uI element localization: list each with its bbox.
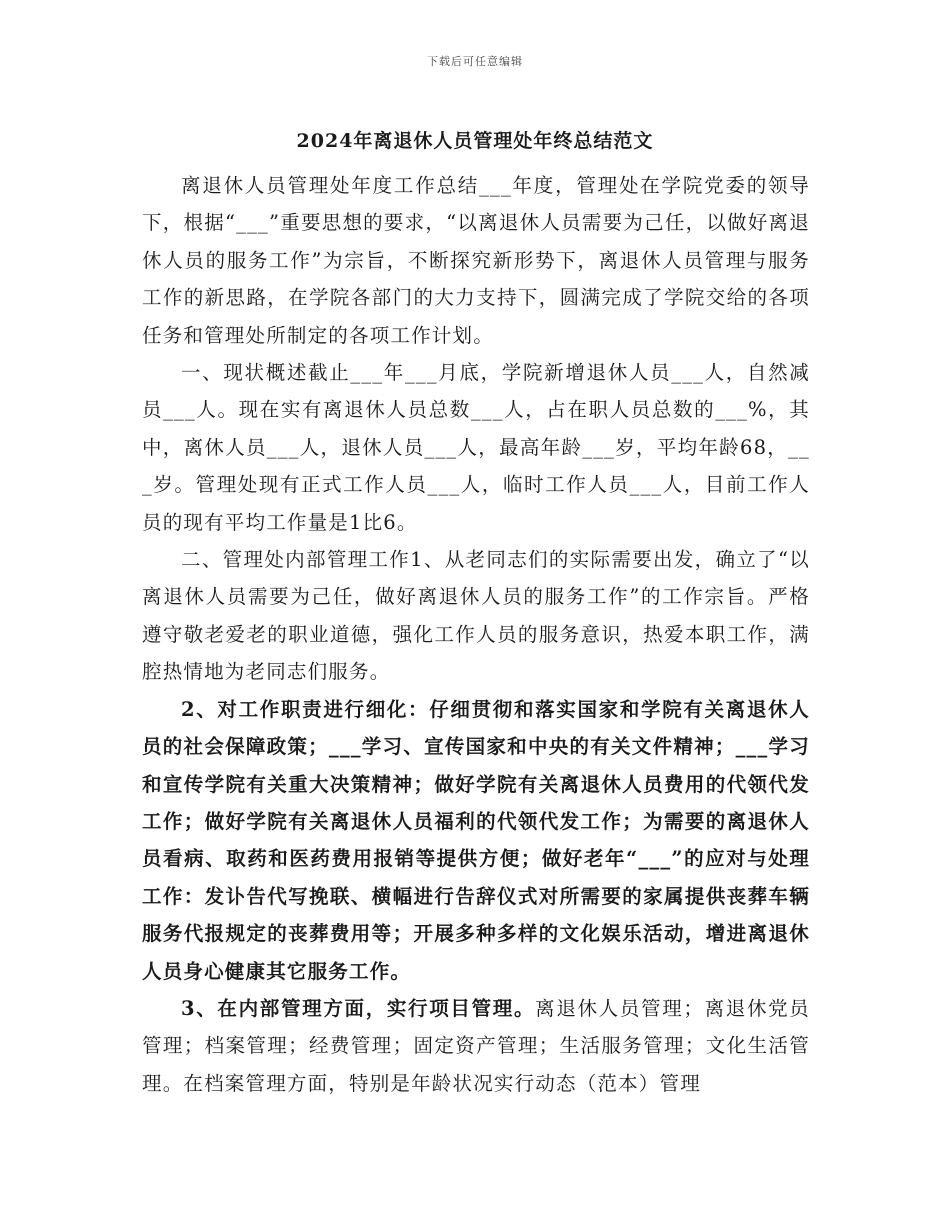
paragraph-status-overview: 一、现状概述截止___年___月底，学院新增退休人员___人，自然减员___人。现在实有离退休人员总数___人，占在职人员总数的___%，其中，离休人员___人，退休人员___人，最高年龄___岁，平均年龄68，___岁。管理处现有正式工作人员___人，临时工作人员___人，目前工作人员的现有平均工作量是1比6。 xyxy=(142,361,810,534)
paragraph-project-management-heading: 3、在内部管理方面，实行项目管理。 xyxy=(181,996,536,1020)
document-body xyxy=(142,167,810,1102)
header-note: 下载后可任意编辑 xyxy=(427,55,523,68)
document-title: 2024年离退休人员管理处年终总结范文 xyxy=(296,130,654,152)
paragraph-intro: 离退休人员管理处年度工作总结___年度，管理处在学院党委的领导下，根据“___”重要思想的要求，“以离退休人员需要为己任，以做好离退休人员的服务工作”为宗旨，不断探究新形势下，离退休人员管理与服务工作的新思路，在学院各部门的大力支持下，圆满完成了学院交给的各项任务和管理处所制定的各项工作计划。 xyxy=(142,174,810,347)
paragraph-duties: 2、对工作职责进行细化：仔细贯彻和落实国家和学院有关离退休人员的社会保障政策；___学习、宣传国家和中央的有关文件精神；___学习和宣传学院有关重大决策精神；做好学院有关离退休人员费用的代领代发工作；做好学院有关离退休人员福利的代领代发工作；为需要的离退休人员看病、取药和医药费用报销等提供方便；做好老年“___”的应对与处理工作：发讣告代写挽联、横幅进行告辞仪式对所需要的家属提供丧葬车辆服务代报规定的丧葬费用等；开展多种多样的文化娱乐活动，增进离退休人员身心健康其它服务工作。 xyxy=(142,697,810,983)
paragraph-project-management xyxy=(142,990,810,1102)
paragraph-internal-management: 二、管理处内部管理工作1、从老同志们的实际需要出发，确立了“以离退休人员需要为己任，做好离退休人员的服务工作”的工作宗旨。严格遵守敬老爱老的职业道德，强化工作人员的服务意识，热爱本职工作，满腔热情地为老同志们服务。 xyxy=(142,548,810,684)
paragraph-project-management-text: 离退休人员管理；离退休党员管理；档案管理；经费管理；固定资产管理；生活服务管理；文化生活管理。在档案管理方面，特别是年龄状况实行动态（范本）管理 xyxy=(142,996,811,1095)
